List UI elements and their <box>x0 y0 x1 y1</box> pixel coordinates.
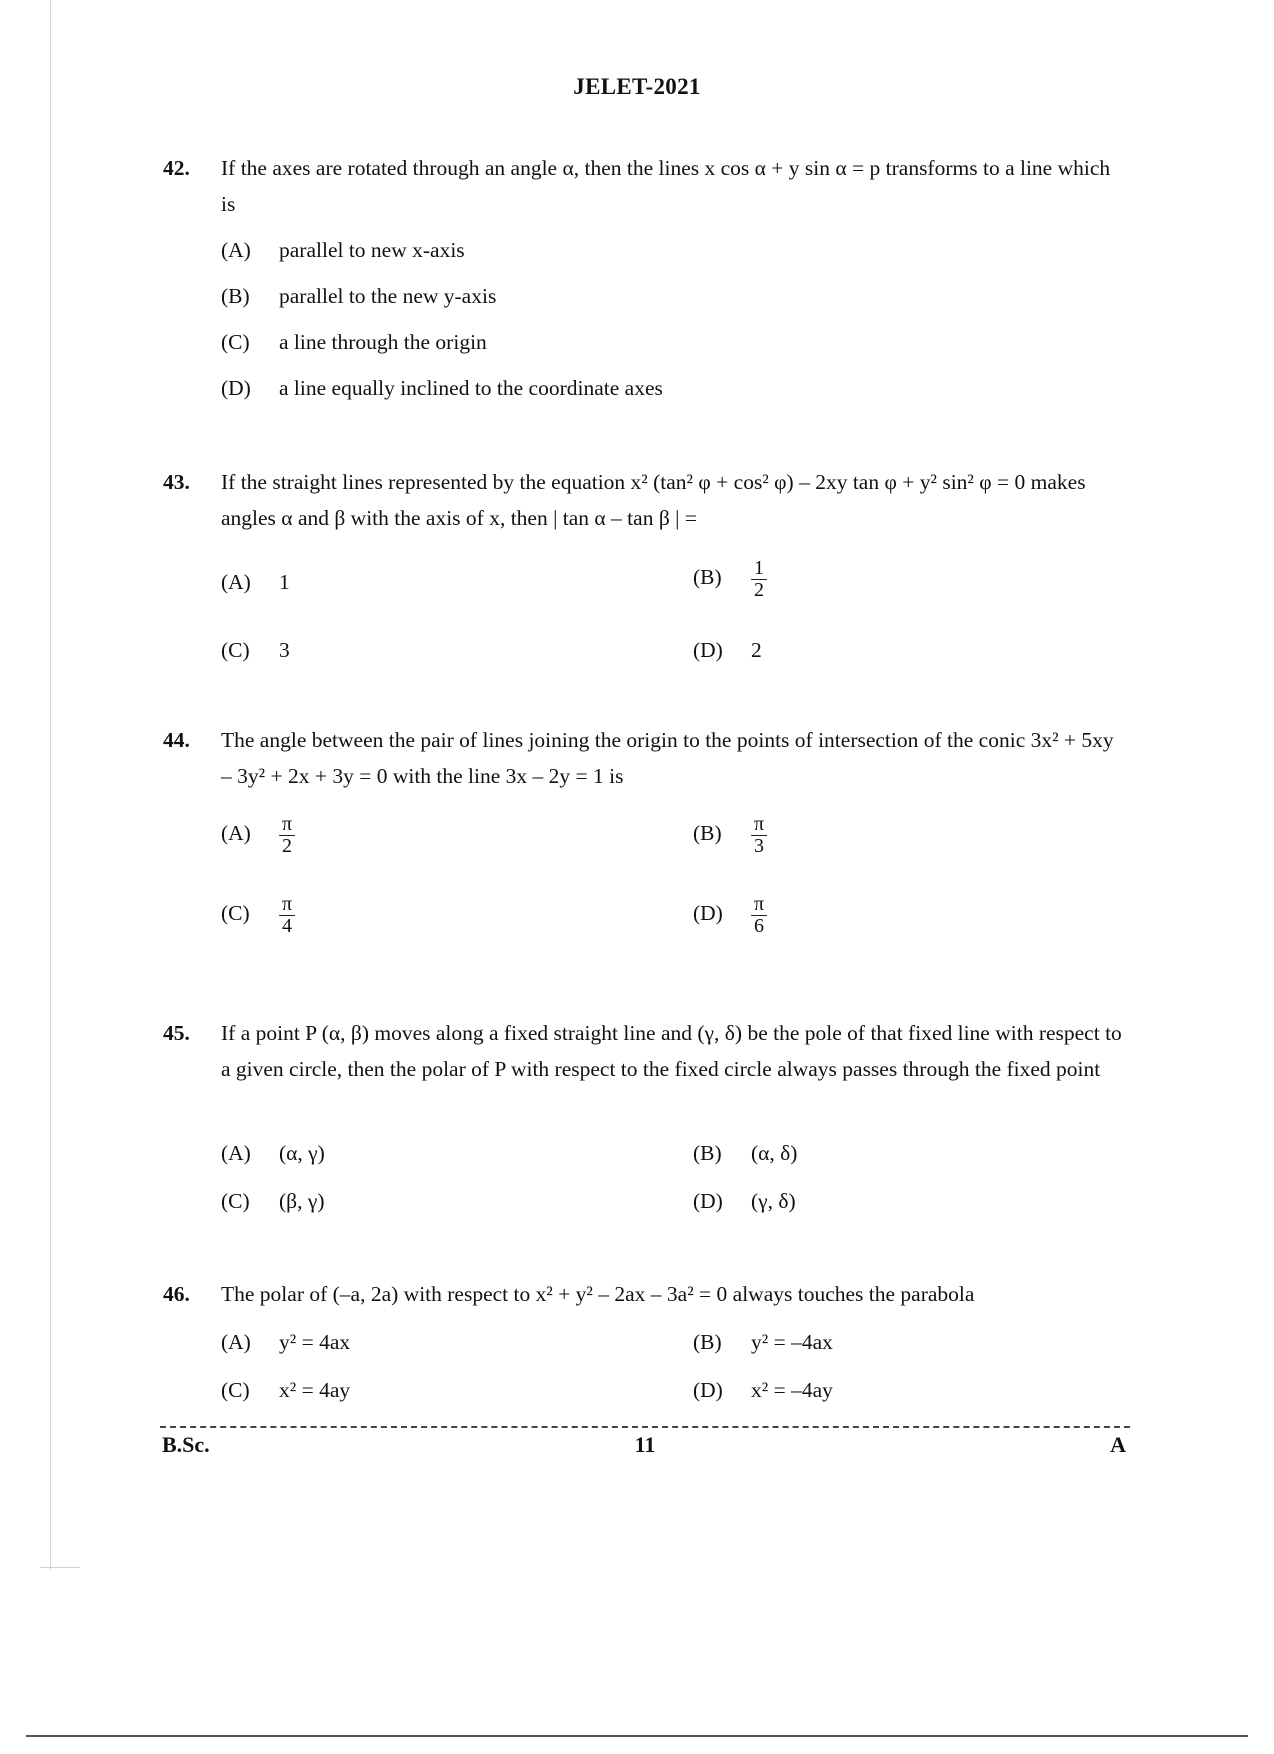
fraction-numerator: π <box>751 894 767 916</box>
question-number: 43. <box>163 470 190 494</box>
fraction-numerator: π <box>279 894 295 916</box>
fraction-numerator: 1 <box>751 558 767 580</box>
option-text: y² = 4ax <box>279 1330 351 1354</box>
option-c[interactable] <box>221 1183 325 1219</box>
option-d[interactable] <box>693 1183 796 1219</box>
fraction-denominator: 4 <box>282 915 293 937</box>
option-a[interactable] <box>221 814 295 857</box>
option-a[interactable] <box>221 1135 325 1171</box>
option-b[interactable] <box>693 1135 797 1171</box>
exam-title: JELET-2021 <box>573 74 701 99</box>
option-text: x² = 4ay <box>279 1378 351 1402</box>
option-text: 2 <box>751 638 762 662</box>
question-number: 45. <box>163 1021 190 1045</box>
option-b[interactable] <box>221 278 496 314</box>
fraction-denominator: 6 <box>754 915 765 937</box>
option-label: (C) <box>221 1378 250 1402</box>
option-c[interactable] <box>221 1372 350 1408</box>
footer-page-number: 11 <box>634 1432 656 1457</box>
option-d[interactable] <box>693 1372 833 1408</box>
option-label: (D) <box>693 638 723 662</box>
option-label: (D) <box>693 1189 723 1213</box>
option-label: (C) <box>221 901 250 926</box>
question-45 <box>163 1015 1123 1213</box>
question-number: 46. <box>163 1282 190 1306</box>
question-text: If the straight lines represented by the equation x² (tan² φ + cos² φ) – 2xy tan φ + y² sin² φ = 0 makes angles α and β with the axis of x, then | tan α – tan β | = <box>221 470 1086 530</box>
fraction <box>751 814 767 857</box>
fraction-denominator: 3 <box>754 835 765 857</box>
question-number: 44. <box>163 728 190 752</box>
option-b[interactable] <box>693 814 767 857</box>
fraction <box>279 894 295 937</box>
option-b[interactable] <box>693 558 767 601</box>
question-text: The polar of (–a, 2a) with respect to x² + y² – 2ax – 3a² = 0 always touches the parabola <box>221 1282 975 1306</box>
option-a[interactable] <box>221 1324 350 1360</box>
question-46 <box>163 1276 1123 1402</box>
option-label: (D) <box>221 376 251 400</box>
option-text: a line equally inclined to the coordinate axes <box>279 376 663 400</box>
option-label: (A) <box>221 238 251 262</box>
option-label: (B) <box>693 565 722 590</box>
option-c[interactable] <box>221 632 290 668</box>
question-text: If a point P (α, β) moves along a fixed straight line and (γ, δ) be the pole of that fixed line with respect to a given circle, then the polar of P with respect to the fixed circle always passes through the fixed point <box>221 1021 1122 1081</box>
option-label: (D) <box>693 901 723 926</box>
question-number: 42. <box>163 156 190 180</box>
option-label: (C) <box>221 1189 250 1213</box>
option-label: (C) <box>221 638 250 662</box>
margin-line <box>50 0 51 1570</box>
option-text: (γ, δ) <box>751 1189 796 1213</box>
option-c[interactable] <box>221 324 487 360</box>
option-text: parallel to new x-axis <box>279 238 465 262</box>
bottom-rule <box>26 1735 1248 1737</box>
question-42 <box>163 150 1123 400</box>
fraction <box>751 558 767 601</box>
fraction <box>751 894 767 937</box>
option-c[interactable] <box>221 894 295 937</box>
option-label: (D) <box>693 1378 723 1402</box>
option-d[interactable] <box>693 894 767 937</box>
option-text: 1 <box>279 570 290 594</box>
option-a[interactable] <box>221 564 290 600</box>
option-label: (B) <box>693 821 722 846</box>
option-text: 3 <box>279 638 290 662</box>
option-label: (A) <box>221 1141 251 1165</box>
option-text: a line through the origin <box>279 330 487 354</box>
option-d[interactable] <box>221 370 663 406</box>
footer-set: A <box>1110 1432 1126 1457</box>
fraction-denominator: 2 <box>754 579 764 601</box>
fraction <box>279 814 295 857</box>
margin-line-tick <box>40 1567 80 1568</box>
fraction-denominator: 2 <box>282 835 293 857</box>
question-44 <box>163 722 1123 937</box>
option-a[interactable] <box>221 232 465 268</box>
option-label: (B) <box>693 1141 722 1165</box>
question-43 <box>163 464 1123 662</box>
option-text: (α, γ) <box>279 1141 325 1165</box>
option-label: (A) <box>221 1330 251 1354</box>
option-text: parallel to the new y-axis <box>279 284 497 308</box>
option-text: y² = –4ax <box>751 1330 833 1354</box>
option-text: (β, γ) <box>279 1189 325 1213</box>
option-text: (α, δ) <box>751 1141 798 1165</box>
fraction-numerator: π <box>751 814 767 836</box>
page-footer <box>160 1426 1130 1457</box>
option-label: (A) <box>221 570 251 594</box>
option-b[interactable] <box>693 1324 833 1360</box>
fraction-numerator: π <box>279 814 295 836</box>
question-text: If the axes are rotated through an angle α, then the lines x cos α + y sin α = p transforms to a line which is <box>221 156 1111 216</box>
option-d[interactable] <box>693 632 762 668</box>
option-text: x² = –4ay <box>751 1378 833 1402</box>
option-label: (B) <box>693 1330 722 1354</box>
option-label: (C) <box>221 330 250 354</box>
option-label: (A) <box>221 821 251 846</box>
footer-course: B.Sc. <box>162 1432 210 1457</box>
option-label: (B) <box>221 284 250 308</box>
question-text: The angle between the pair of lines joining the origin to the points of intersection of the conic 3x² + 5xy – 3y² + 2x + 3y = 0 with the line 3x – 2y = 1 is <box>221 728 1114 788</box>
